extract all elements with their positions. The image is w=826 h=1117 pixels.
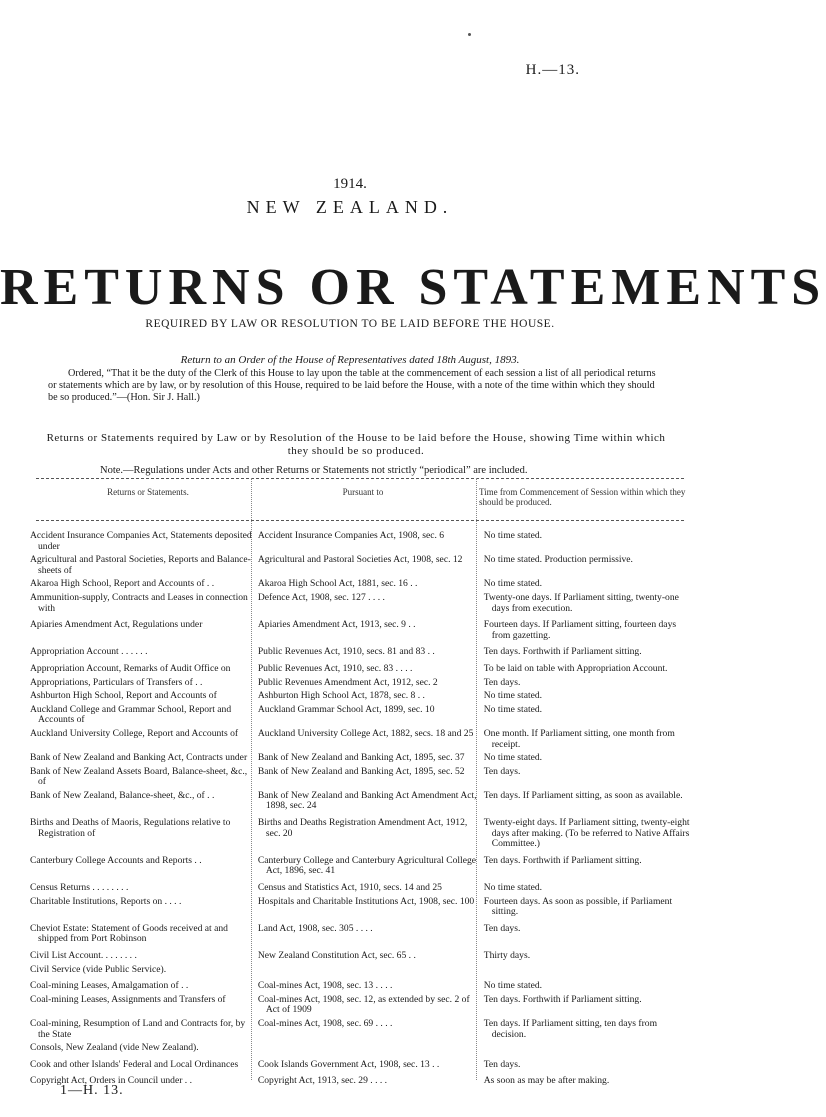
table-row <box>30 856 690 877</box>
row-pursuant-to: Auckland Grammar School Act, 1899, sec. 10 <box>257 703 435 715</box>
row-pursuant-to: Public Revenues Act, 1910, secs. 81 and 83 . . <box>257 646 435 658</box>
row-statement: Charitable Institutions, Reports on . . . . <box>30 895 182 907</box>
table-row <box>30 965 690 976</box>
page-subtitle: REQUIRED BY LAW OR RESOLUTION TO BE LAID BEFORE THE HOUSE. <box>145 318 555 330</box>
section-heading: Returns or Statements required by Law or by Resolution of the House to be laid before the House, showing Time within which they should be so produced. <box>46 432 666 457</box>
row-pursuant-to: Coal-mines Act, 1908, sec. 69 . . . . <box>257 1017 393 1029</box>
table-row <box>30 691 690 702</box>
row-time-limit: Ten days. If Parliament sitting, as soon as available. <box>483 789 683 801</box>
table-row <box>30 705 690 726</box>
table-row <box>30 620 690 641</box>
table-row <box>30 664 690 675</box>
row-statement: Agricultural and Pastoral Societies, Reports and Balance-sheets of <box>30 554 251 576</box>
table-row <box>30 951 690 962</box>
row-pursuant-to: Apiaries Amendment Act, 1913, sec. 9 . . <box>257 619 416 631</box>
row-pursuant-to <box>258 965 484 976</box>
row-statement: Consols, New Zealand (vide New Zealand). <box>30 1042 199 1054</box>
row-statement: Bank of New Zealand Assets Board, Balance-sheet, &c., of <box>30 765 248 788</box>
row-statement: Akaroa High School, Report and Accounts of . . <box>30 578 215 590</box>
row-pursuant-to: Births and Deaths Registration Amendment Act, 1912, sec. 20 <box>257 817 468 839</box>
row-time-limit: To be laid on table with Appropriation Account. <box>483 662 668 674</box>
table-row <box>30 593 690 614</box>
row-time-limit: No time stated. <box>483 752 543 764</box>
row-statement: Ashburton High School, Report and Accounts of <box>30 690 217 702</box>
row-statement: Ammunition-supply, Contracts and Leases in connection with <box>30 591 248 614</box>
row-time-limit: Ten days. <box>483 922 521 934</box>
page-signature: 1—H. 13. <box>60 1083 124 1098</box>
row-statement: Copyright Act, Orders in Council under . . <box>30 1075 193 1087</box>
row-time-limit: One month. If Parliament sitting, one month from receipt. <box>483 727 675 750</box>
row-time-limit: Ten days. <box>483 765 521 777</box>
row-statement: Auckland University College, Report and Accounts of <box>30 727 239 739</box>
row-time-limit: Twenty-eight days. If Parliament sitting, twenty-eight days after making. (To be referred to Native Affairs Committee.) <box>483 817 690 850</box>
row-statement: Accident Insurance Companies Act, Statements deposited under <box>30 530 252 552</box>
note-text: Note.—Regulations under Acts and other Returns or Statements not strictly “periodical” are included. <box>100 465 528 476</box>
row-statement: Apiaries Amendment Act, Regulations under <box>30 619 203 631</box>
row-time-limit: Ten days. <box>483 676 521 688</box>
row-statement: Appropriation Account . . . . . . <box>30 646 148 658</box>
row-time-limit: Ten days. If Parliament sitting, ten days from decision. <box>483 1017 658 1040</box>
table-row <box>30 883 690 894</box>
row-pursuant-to: Land Act, 1908, sec. 305 . . . . <box>257 922 373 934</box>
table-row <box>30 555 690 576</box>
table-row <box>30 791 690 812</box>
row-pursuant-to: Accident Insurance Companies Act, 1908, sec. 6 <box>257 530 445 541</box>
row-time-limit: Ten days. Forthwith if Parliament sitting. <box>483 993 642 1005</box>
row-time-limit: Thirty days. <box>483 950 531 961</box>
row-pursuant-to: New Zealand Constitution Act, sec. 65 . . <box>257 950 416 961</box>
row-pursuant-to: Coal-mines Act, 1908, sec. 12, as extended by sec. 2 of Act of 1909 <box>257 993 470 1016</box>
table-row <box>30 1043 690 1054</box>
row-time-limit: Fourteen days. If Parliament sitting, fourteen days from gazetting. <box>483 619 677 641</box>
row-pursuant-to <box>258 1043 484 1054</box>
row-pursuant-to: Cook Islands Government Act, 1908, sec. 13 . . <box>257 1058 440 1070</box>
row-time-limit: Ten days. <box>483 1058 521 1070</box>
row-time-limit: No time stated. <box>483 530 543 541</box>
row-time-limit: No time stated. <box>483 980 543 992</box>
row-time-limit: No time stated. <box>483 703 543 715</box>
row-statement: Civil Service (vide Public Service). <box>30 963 167 975</box>
table-row <box>30 678 690 689</box>
row-time-limit: No time stated. <box>483 882 543 894</box>
row-time-limit <box>484 1043 690 1054</box>
page-title: RETURNS OR STATEMENTS <box>0 259 826 316</box>
table-row <box>30 981 690 992</box>
returns-table <box>30 531 690 1090</box>
row-statement: Bank of New Zealand, Balance-sheet, &c., of . . <box>30 789 215 801</box>
row-statement: Census Returns . . . . . . . . <box>30 882 129 894</box>
row-time-limit <box>484 965 690 976</box>
row-statement: Coal-mining, Resumption of Land and Contracts for, by the State <box>30 1017 246 1040</box>
row-pursuant-to: Census and Statistics Act, 1910, secs. 14 and 25 <box>257 882 442 894</box>
table-row <box>30 531 690 552</box>
row-pursuant-to: Public Revenues Amendment Act, 1912, sec. 2 <box>257 676 438 688</box>
row-pursuant-to: Copyright Act, 1913, sec. 29 . . . . <box>257 1075 388 1087</box>
table-row <box>30 579 690 590</box>
row-pursuant-to: Public Revenues Act, 1910, sec. 83 . . . . <box>257 662 413 674</box>
table-row <box>30 995 690 1016</box>
row-pursuant-to: Canterbury College and Canterbury Agricultural College Act, 1896, sec. 41 <box>257 854 477 877</box>
row-pursuant-to: Akaroa High School Act, 1881, sec. 16 . . <box>257 578 418 590</box>
row-pursuant-to: Bank of New Zealand and Banking Act, 1895, sec. 37 <box>257 752 465 764</box>
row-time-limit: Twenty-one days. If Parliament sitting, twenty-one days from execution. <box>483 591 679 614</box>
row-time-limit: As soon as may be after making. <box>483 1075 610 1087</box>
row-time-limit: Ten days. Forthwith if Parliament sitting. <box>483 646 642 658</box>
row-pursuant-to: Auckland University College Act, 1882, secs. 18 and 25 <box>257 727 474 739</box>
table-row <box>30 753 690 764</box>
table-row <box>30 1019 690 1040</box>
table-row <box>30 897 690 918</box>
table-row <box>30 1060 690 1071</box>
row-statement: Canterbury College Accounts and Reports . . <box>30 854 202 866</box>
document-reference: H.—13. <box>525 62 580 78</box>
column-header-time: Time from Commencement of Session within which they should be produced. <box>479 487 686 507</box>
row-statement: Auckland College and Grammar School, Report and Accounts of <box>30 703 232 726</box>
table-row <box>30 924 690 945</box>
row-pursuant-to: Ashburton High School Act, 1878, sec. 8 . . <box>257 690 425 702</box>
table-header-rule <box>36 520 684 521</box>
column-header-returns: Returns or Statements. <box>107 487 189 497</box>
row-statement: Bank of New Zealand and Banking Act, Contracts under <box>30 752 248 764</box>
row-time-limit: No time stated. Production permissive. <box>483 554 633 566</box>
row-statement: Civil List Account. . . . . . . . <box>30 950 137 961</box>
table-row <box>30 818 690 850</box>
row-pursuant-to: Hospitals and Charitable Institutions Act, 1908, sec. 100 <box>257 895 475 907</box>
row-statement: Cheviot Estate: Statement of Goods received at and shipped from Port Robinson <box>30 922 228 945</box>
row-statement: Appropriation Account, Remarks of Audit Office on <box>30 662 231 674</box>
order-title: Return to an Order of the House of Representatives dated 18th August, 1893. <box>180 354 520 366</box>
document-year: 1914. <box>333 176 367 192</box>
table-row <box>30 1076 690 1087</box>
row-statement: Births and Deaths of Maoris, Regulations relative to Registration of <box>30 817 231 839</box>
row-pursuant-to: Agricultural and Pastoral Societies Act, 1908, sec. 12 <box>257 554 463 566</box>
row-pursuant-to: Bank of New Zealand and Banking Act Amendment Act, 1898, sec. 24 <box>257 789 477 812</box>
row-time-limit: No time stated. <box>483 578 543 590</box>
row-statement: Cook and other Islands' Federal and Local Ordinances <box>30 1058 239 1070</box>
row-statement: Coal-mining Leases, Amalgamation of . . <box>30 980 189 992</box>
scan-speck <box>468 33 471 36</box>
country-name: NEW ZEALAND. <box>246 197 454 217</box>
row-time-limit: Ten days. Forthwith if Parliament sitting. <box>483 854 642 866</box>
table-row <box>30 767 690 788</box>
column-header-pursuant: Pursuant to <box>342 487 384 497</box>
row-pursuant-to: Coal-mines Act, 1908, sec. 13 . . . . <box>257 980 393 992</box>
table-row <box>30 647 690 658</box>
row-pursuant-to: Bank of New Zealand and Banking Act, 1895, sec. 52 <box>257 765 465 777</box>
row-statement: Appropriations, Particulars of Transfers of . . <box>30 676 203 688</box>
row-time-limit: Fourteen days. As soon as possible, if Parliament sitting. <box>483 895 673 918</box>
row-statement: Coal-mining Leases, Assignments and Transfers of <box>30 993 226 1005</box>
order-body: Ordered, “That it be the duty of the Clerk of this House to lay upon the table at the commencement of each session a list of all periodical returns or statements which are by law, or by resolution of this House, required to be laid before the House, with a note of the time within which they should be so produced.”—(Hon. Sir J. Hall.) <box>48 368 656 403</box>
table-row <box>30 729 690 750</box>
row-time-limit: No time stated. <box>483 690 543 702</box>
row-pursuant-to: Defence Act, 1908, sec. 127 . . . . <box>257 591 385 603</box>
table-top-rule <box>36 478 684 479</box>
